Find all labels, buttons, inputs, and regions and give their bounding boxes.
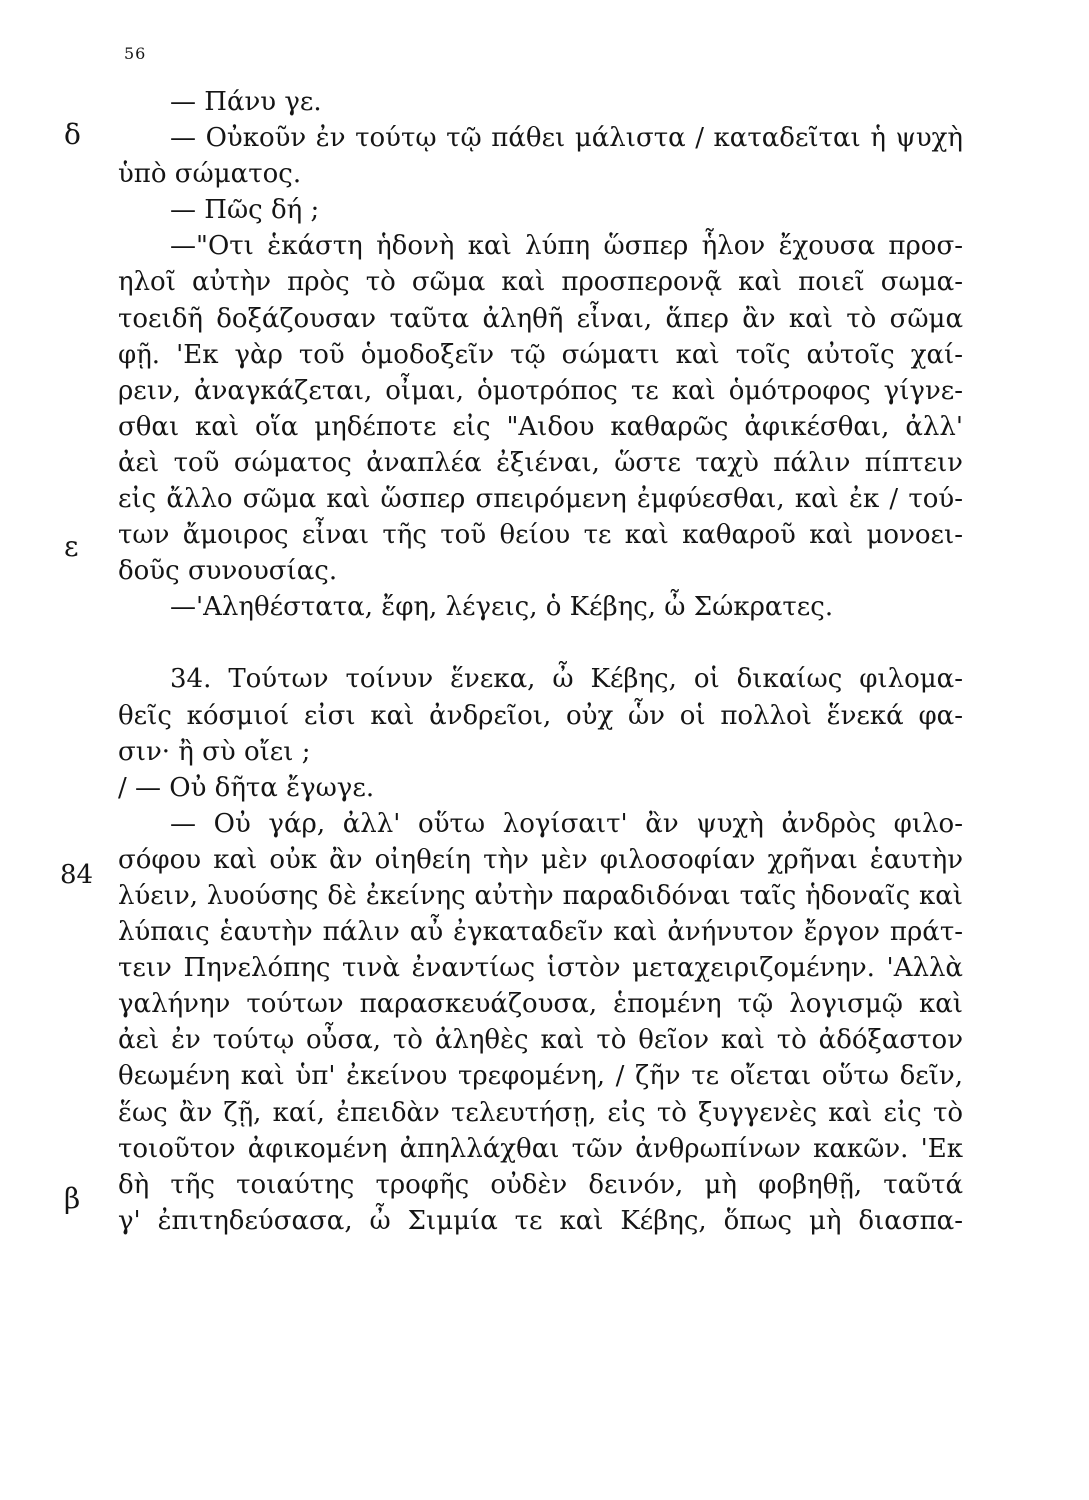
text-line: ἀεὶ τοῦ σώματος ἀναπλέα ἐξιέναι, ὥστε ταχὺ πάλιν πίπτειν	[118, 447, 963, 478]
text-line: ἕως ἂν ζῇ, καί, ἐπειδὰν τελευτήσῃ, εἰς τὸ ξυγγενὲς καὶ εἰς τὸ	[118, 1097, 963, 1128]
text-line: ὑπὸ σώματος.	[118, 159, 302, 190]
text-line: τοιοῦτον ἀφικομένη ἀπηλλάχθαι τῶν ἀνθρωπίνων κακῶν. 'Εκ	[118, 1133, 963, 1164]
text-line: ρειν, ἀναγκάζεται, οἶμαι, ὁμοτρόπος τε καὶ ὁμότροφος γίγνε-	[118, 375, 963, 406]
text-line: — Οὐ γάρ, ἀλλ' οὕτω λογίσαιτ' ἂν ψυχὴ ἀνδρὸς φιλο-	[170, 808, 963, 839]
margin-label-beta: β	[64, 1182, 81, 1215]
text-line: σθαι καὶ οἵα μηδέποτε εἰς "Αιδου καθαρῶς ἀφικέσθαι, ἀλλ'	[118, 411, 963, 442]
text-line: — Πάνυ γε.	[170, 87, 322, 117]
paragraph-gap	[118, 625, 963, 661]
text-line: τοειδῆ δοξάζουσαν ταῦτα ἀληθῆ εἶναι, ἅπερ ἂν καὶ τὸ σῶμα	[118, 303, 963, 334]
text-line: γ' ἐπιτηδεύσασα, ὦ Σιμμία τε καὶ Κέβης, ὅπως μὴ διασπα-	[118, 1205, 963, 1236]
greek-text-body	[118, 84, 963, 1239]
margin-label-84: 84	[60, 860, 94, 890]
text-line: 34. Τούτων τοίνυν ἕνεκα, ὦ Κέβης, οἱ δικαίως φιλομα-	[170, 664, 963, 695]
text-line: σόφου καὶ οὐκ ἂν οἰηθείη τὴν μὲν φιλοσοφίαν χρῆναι ἑαυτὴν	[118, 844, 963, 875]
text-line: —"Οτι ἑκάστη ἡδονὴ καὶ λύπη ὥσπερ ἧλον ἔχουσα προσ-	[170, 231, 963, 262]
text-line: δὴ τῆς τοιαύτης τροφῆς οὐδὲν δεινόν, μὴ φοβηθῇ, ταῦτά	[118, 1169, 963, 1200]
text-line: λύπαις ἑαυτὴν πάλιν αὖ ἐγκαταδεῖν καὶ ἀνήνυτον ἔργον πράτ-	[118, 917, 963, 948]
text-line: εἰς ἄλλο σῶμα καὶ ὥσπερ σπειρόμενη ἐμφύεσθαι, καὶ ἐκ / τού-	[118, 484, 963, 515]
text-line: ηλοῖ αὐτὴν πρὸς τὸ σῶμα καὶ προσπερονᾷ καὶ ποιεῖ σωμα-	[118, 267, 963, 298]
text-line: γαλήνην τούτων παρασκευάζουσα, ἑπομένη τῷ λογισμῷ καὶ	[118, 989, 963, 1020]
text-line: / — Οὐ δῆτα ἔγωγε.	[118, 772, 375, 803]
page-number: 56	[124, 44, 147, 63]
text-line: λύειν, λυούσης δὲ ἐκείνης αὐτὴν παραδιδόναι ταῖς ἡδοναῖς καὶ	[118, 880, 963, 911]
text-line: θεωμένη καὶ ὑπ' ἐκείνου τρεφομένη, / ζῆν τε οἴεται οὕτω δεῖν,	[118, 1061, 963, 1092]
text-line: των ἄμοιρος εἶναι τῆς τοῦ θείου τε καὶ καθαροῦ καὶ μονοει-	[118, 520, 963, 551]
text-line: φῇ. 'Εκ γὰρ τοῦ ὁμοδοξεῖν τῷ σώματι καὶ τοῖς αὐτοῖς χαί-	[118, 339, 963, 370]
text-line: — Οὐκοῦν ἐν τούτῳ τῷ πάθει μάλιστα / καταδεῖται ἡ ψυχὴ	[170, 123, 963, 154]
text-line: θεῖς κόσμιοί εἰσι καὶ ἀνδρεῖοι, οὐχ ὧν οἱ πολλοὶ ἕνεκά φα-	[118, 700, 963, 731]
text-line: σιν· ἢ σὺ οἴει ;	[118, 736, 311, 767]
text-line: δοῦς συνουσίας.	[118, 556, 338, 587]
text-line: — Πῶς δή ;	[170, 195, 320, 226]
text-line: τειν Πηνελόπης τινὰ ἐναντίως ἱστὸν μεταχειριζομένην. 'Αλλὰ	[118, 953, 963, 984]
margin-label-epsilon: ε	[64, 530, 79, 563]
text-line: ἀεὶ ἐν τούτῳ οὖσα, τὸ ἀληθὲς καὶ τὸ θεῖον καὶ τὸ ἀδόξαστον	[118, 1025, 963, 1056]
text-line: —'Αληθέστατα, ἔφη, λέγεις, ὁ Κέβης, ὦ Σώκρατες.	[170, 592, 834, 623]
margin-label-delta: δ	[64, 118, 81, 151]
